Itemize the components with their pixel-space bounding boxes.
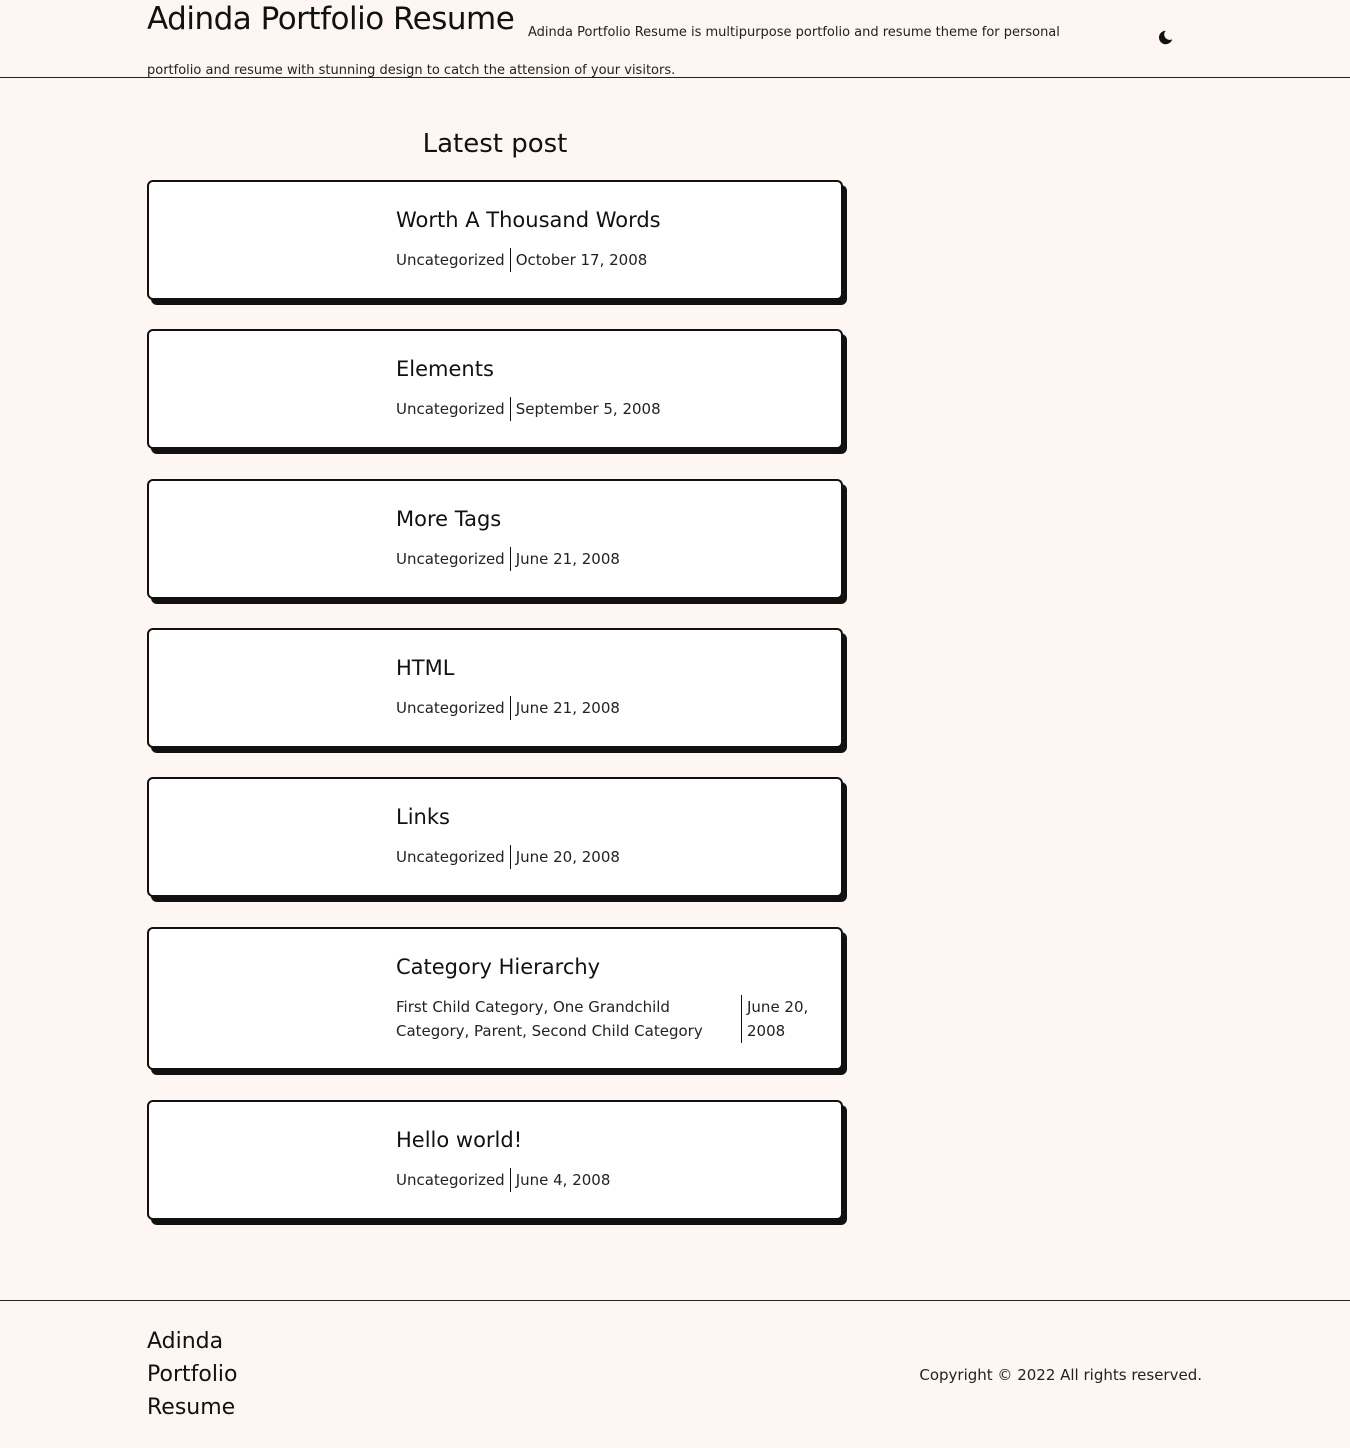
post-card[interactable]: [147, 329, 843, 449]
post-meta: [396, 696, 620, 720]
post-category-link[interactable]: Uncategorized: [396, 251, 505, 269]
post-title-link[interactable]: Worth A Thousand Words: [396, 208, 661, 232]
post-meta: [396, 845, 620, 869]
post-category-link[interactable]: Uncategorized: [396, 400, 505, 418]
post-card[interactable]: [147, 180, 843, 300]
post-title-link[interactable]: HTML: [396, 656, 455, 680]
post-date: June 4, 2008: [510, 1168, 611, 1192]
post-date: June 20, 2008: [741, 995, 821, 1043]
post-card[interactable]: [147, 479, 843, 599]
post-meta: [396, 248, 647, 272]
post-meta: [396, 547, 620, 571]
post-meta: [396, 1168, 610, 1192]
post-date: October 17, 2008: [510, 248, 648, 272]
copyright-text: Copyright © 2022 All rights reserved.: [919, 1366, 1202, 1384]
post-category-link[interactable]: First Child Category, One Grandchild Category, Parent, Second Child Category: [396, 998, 703, 1040]
post-card[interactable]: [147, 927, 843, 1070]
footer-site-title-link[interactable]: Adinda Portfolio Resume: [147, 1329, 238, 1420]
post-meta: [396, 397, 661, 421]
post-category-link[interactable]: Uncategorized: [396, 699, 505, 717]
post-title-link[interactable]: Links: [396, 805, 450, 829]
post-title-link[interactable]: More Tags: [396, 507, 502, 531]
post-date: June 21, 2008: [510, 547, 620, 571]
site-footer: [0, 1300, 1350, 1448]
post-card[interactable]: [147, 1100, 843, 1220]
post-title-link[interactable]: Elements: [396, 357, 494, 381]
moon-icon[interactable]: [1157, 29, 1174, 46]
post-category-link[interactable]: Uncategorized: [396, 1171, 505, 1189]
site-tagline: Adinda Portfolio Resume is multipurpose portfolio and resume theme for personal portfolio and resume with stunning design to catch the attension of your visitors.: [147, 25, 1060, 78]
post-date: June 21, 2008: [510, 696, 620, 720]
section-title: Latest post: [422, 129, 568, 159]
post-date: June 20, 2008: [510, 845, 620, 869]
post-category-link[interactable]: Uncategorized: [396, 550, 505, 568]
post-date: September 5, 2008: [510, 397, 661, 421]
post-title-link[interactable]: Hello world!: [396, 1128, 523, 1152]
post-category-link[interactable]: Uncategorized: [396, 848, 505, 866]
post-card[interactable]: [147, 777, 843, 897]
post-meta: [396, 995, 826, 1043]
site-header: [0, 0, 1350, 78]
site-title-link[interactable]: Adinda Portfolio Resume: [147, 1, 515, 37]
post-title-link[interactable]: Category Hierarchy: [396, 955, 601, 979]
post-card[interactable]: [147, 628, 843, 748]
